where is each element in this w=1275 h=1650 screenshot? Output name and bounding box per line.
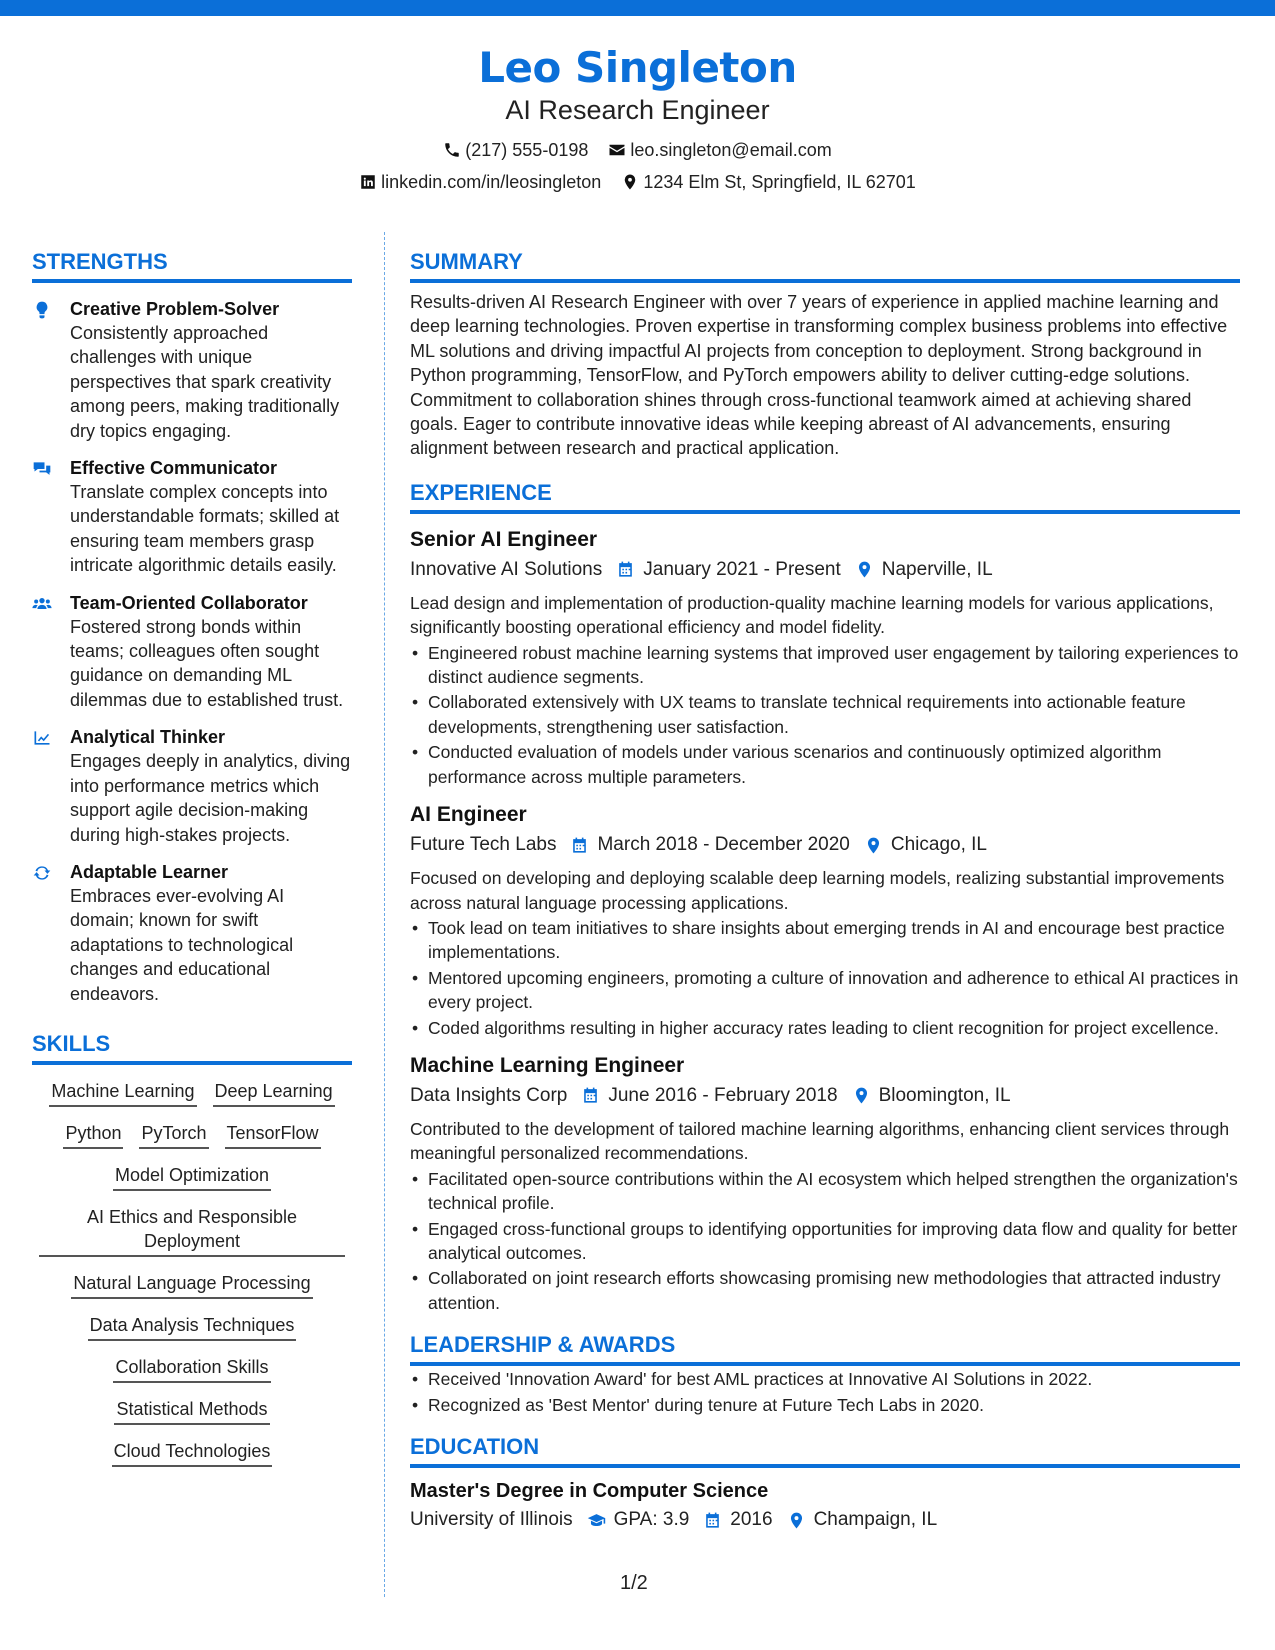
map-pin-icon bbox=[864, 836, 883, 855]
strength-title: Adaptable Learner bbox=[70, 861, 229, 882]
linkedin-icon bbox=[359, 173, 377, 191]
skill-tag: Data Analysis Techniques bbox=[88, 1313, 297, 1341]
map-pin-icon bbox=[855, 560, 874, 579]
education-heading: EDUCATION bbox=[410, 1433, 1240, 1468]
email-address[interactable]: leo.singleton@email.com bbox=[630, 140, 832, 160]
job-bullets bbox=[410, 1167, 1240, 1315]
job-entry bbox=[410, 526, 1240, 789]
list-item: • Recognized as 'Best Mentor' during tenure at Future Tech Labs in 2020. bbox=[410, 1393, 1240, 1417]
email-contact[interactable] bbox=[608, 138, 831, 162]
calendar-icon bbox=[570, 836, 589, 855]
graduation-cap-icon bbox=[587, 1511, 606, 1530]
skills-list bbox=[32, 1079, 352, 1467]
list-item: • Took lead on team initiatives to share insights about emerging trends in AI and encourage best practice implementations. bbox=[410, 916, 1240, 965]
users-icon bbox=[32, 594, 52, 614]
phone-icon bbox=[443, 141, 461, 159]
skill-tag: AI Ethics and Responsible Deployment bbox=[39, 1205, 345, 1257]
strength-title: Effective Communicator bbox=[70, 458, 278, 479]
strength-text: Engages deeply in analytics, diving into performance metrics which support agile decision-making during high-stakes projects. bbox=[70, 751, 351, 845]
gpa: GPA: 3.9 bbox=[613, 1509, 690, 1530]
job-meta bbox=[410, 1081, 1240, 1111]
strength-item bbox=[32, 860, 352, 1006]
strength-text: Embraces ever-evolving AI domain; known for swift adaptations to technological changes and educational endeavors. bbox=[70, 885, 294, 1004]
education-meta bbox=[410, 1505, 1240, 1535]
list-item: • Coded algorithms resulting in higher accuracy rates leading to client recognition for project excellence. bbox=[410, 1016, 1240, 1040]
candidate-name: Leo Singleton bbox=[478, 43, 797, 92]
strength-text: Fostered strong bonds within teams; colleagues often sought guidance on demanding ML dilemmas due to established trust. bbox=[70, 616, 344, 710]
calendar-icon bbox=[581, 1086, 600, 1105]
skills-heading: SKILLS bbox=[32, 1030, 352, 1065]
strength-item bbox=[32, 297, 352, 443]
job-location: Chicago, IL bbox=[890, 834, 988, 856]
skill-tag: Cloud Technologies bbox=[112, 1439, 273, 1467]
skill-tag: TensorFlow bbox=[225, 1121, 321, 1149]
list-item: • Mentored upcoming engineers, promoting a culture of innovation and adherence to ethical AI practices in every project. bbox=[410, 966, 1240, 1015]
list-item: • Received 'Innovation Award' for best AML practices at Innovative AI Solutions in 2022. bbox=[410, 1367, 1240, 1391]
skill-tag: Statistical Methods bbox=[114, 1397, 269, 1425]
address-contact bbox=[621, 170, 916, 194]
awards-section bbox=[410, 1331, 1240, 1417]
contact-row-2 bbox=[0, 170, 1275, 194]
chart-line-icon bbox=[32, 728, 52, 748]
phone-contact bbox=[443, 138, 588, 162]
job-entry bbox=[410, 801, 1240, 1040]
strength-text: Translate complex concepts into understandable formats; skilled at ensuring team members grasp intricate algorithmic details easily. bbox=[70, 482, 340, 576]
list-item: • Facilitated open-source contributions within the AI ecosystem which helped strengthen the organization's technical profile. bbox=[410, 1167, 1240, 1216]
list-item: • Collaborated extensively with UX teams to translate technical requirements into actionable feature developments, strengthening user satisfaction. bbox=[410, 690, 1240, 739]
lightbulb-icon bbox=[32, 300, 52, 320]
company-name: Innovative AI Solutions bbox=[410, 558, 603, 580]
job-description: Contributed to the development of tailored machine learning algorithms, enhancing client services through meaningful personalized recommendations. bbox=[410, 1118, 1230, 1164]
strength-title: Team-Oriented Collaborator bbox=[70, 592, 308, 613]
job-bullets bbox=[410, 916, 1240, 1040]
skill-tag: Collaboration Skills bbox=[113, 1355, 270, 1383]
left-column bbox=[32, 248, 352, 1481]
list-item: • Engineered robust machine learning systems that improved user engagement by tailoring experiences to distinct audience segments. bbox=[410, 641, 1240, 690]
summary-text: Results-driven AI Research Engineer with over 7 years of experience in applied machine learning and deep learning technologies. Proven expertise in transforming complex business problems into effective ML solutions and driving impactful AI projects from conception to deployment. Strong background in Python programming, TensorFlow, and PyTorch empowers ability to deliver cutting-edge solutions. Commitment to collaboration shines through cross-functional teamwork aimed at achieving shared goals. Eager to contribute innovative ideas while keeping abreast of AI advancements, ensuring alignment between research and practical application. bbox=[410, 292, 1228, 459]
phone-number: (217) 555-0198 bbox=[465, 140, 589, 160]
skill-tag: Deep Learning bbox=[213, 1079, 335, 1107]
contact-row-1 bbox=[0, 138, 1275, 162]
strength-item bbox=[32, 591, 352, 713]
right-column bbox=[410, 248, 1240, 1535]
education-entry bbox=[410, 1478, 1240, 1535]
map-pin-icon bbox=[852, 1086, 871, 1105]
linkedin-contact[interactable] bbox=[359, 170, 601, 194]
strength-item bbox=[32, 456, 352, 578]
school-name: University of Illinois bbox=[410, 1509, 573, 1530]
job-title: Senior AI Engineer bbox=[410, 527, 598, 551]
job-description: Lead design and implementation of production-quality machine learning models for various applications, significantly boosting operational efficiency and model fidelity. bbox=[410, 592, 1214, 638]
resume-header bbox=[0, 42, 1275, 194]
strengths-list bbox=[32, 297, 352, 1006]
list-item: • Collaborated on joint research efforts showcasing promising new methodologies that attracted industry attention. bbox=[410, 1266, 1240, 1315]
job-meta bbox=[410, 555, 1240, 585]
job-title: AI Engineer bbox=[410, 803, 527, 827]
skill-tag: Model Optimization bbox=[113, 1163, 271, 1191]
envelope-icon bbox=[608, 141, 626, 159]
comments-icon bbox=[32, 459, 52, 479]
job-meta bbox=[410, 830, 1240, 860]
job-title: Machine Learning Engineer bbox=[410, 1053, 685, 1077]
sync-icon bbox=[32, 863, 52, 883]
candidate-title: AI Research Engineer bbox=[505, 95, 770, 125]
job-description: Focused on developing and deploying scalable deep learning models, realizing substantial improvements across natural language processing applications. bbox=[410, 868, 1225, 913]
top-accent-bar bbox=[0, 0, 1275, 16]
school-location: Champaign, IL bbox=[813, 1509, 938, 1530]
strength-title: Creative Problem-Solver bbox=[70, 299, 280, 319]
job-entry bbox=[410, 1052, 1240, 1315]
graduation-year: 2016 bbox=[730, 1509, 773, 1530]
map-pin-icon bbox=[621, 173, 639, 191]
home-address: 1234 Elm St, Springfield, IL 62701 bbox=[643, 172, 916, 192]
skill-tag: PyTorch bbox=[139, 1121, 208, 1149]
strengths-heading: STRENGTHS bbox=[32, 248, 352, 283]
page-number: 1/2 bbox=[620, 1572, 648, 1594]
awards-list bbox=[410, 1367, 1240, 1417]
awards-heading: LEADERSHIP & AWARDS bbox=[410, 1331, 1240, 1366]
map-pin-icon bbox=[787, 1511, 806, 1530]
education-section bbox=[410, 1433, 1240, 1535]
job-dates: June 2016 - February 2018 bbox=[608, 1084, 838, 1106]
column-divider bbox=[384, 232, 385, 1597]
skill-tag: Natural Language Processing bbox=[71, 1271, 312, 1299]
skill-tag: Python bbox=[63, 1121, 123, 1149]
job-dates: March 2018 - December 2020 bbox=[597, 834, 850, 856]
company-name: Future Tech Labs bbox=[410, 834, 557, 856]
list-item: • Engaged cross-functional groups to identifying opportunities for improving data flow and quality for better analytical outcomes. bbox=[410, 1217, 1240, 1266]
skill-tag: Machine Learning bbox=[49, 1079, 196, 1107]
summary-heading: SUMMARY bbox=[410, 248, 1240, 283]
linkedin-url[interactable]: linkedin.com/in/leosingleton bbox=[381, 172, 602, 192]
job-location: Bloomington, IL bbox=[878, 1084, 1011, 1106]
strength-item bbox=[32, 725, 352, 847]
job-bullets bbox=[410, 641, 1240, 789]
calendar-icon bbox=[703, 1511, 722, 1530]
list-item: • Conducted evaluation of models under various scenarios and continuously optimized algorithm performance across multiple parameters. bbox=[410, 740, 1240, 789]
job-location: Naperville, IL bbox=[881, 558, 993, 580]
calendar-icon bbox=[616, 560, 635, 579]
strength-text: Consistently approached challenges with unique perspectives that spark creativity among peers, making traditionally dry topics engaging. bbox=[70, 323, 340, 441]
company-name: Data Insights Corp bbox=[410, 1084, 568, 1106]
strength-title: Analytical Thinker bbox=[70, 727, 226, 748]
experience-heading: EXPERIENCE bbox=[410, 479, 1240, 514]
job-dates: January 2021 - Present bbox=[643, 558, 841, 580]
degree-title: Master's Degree in Computer Science bbox=[410, 1480, 769, 1502]
